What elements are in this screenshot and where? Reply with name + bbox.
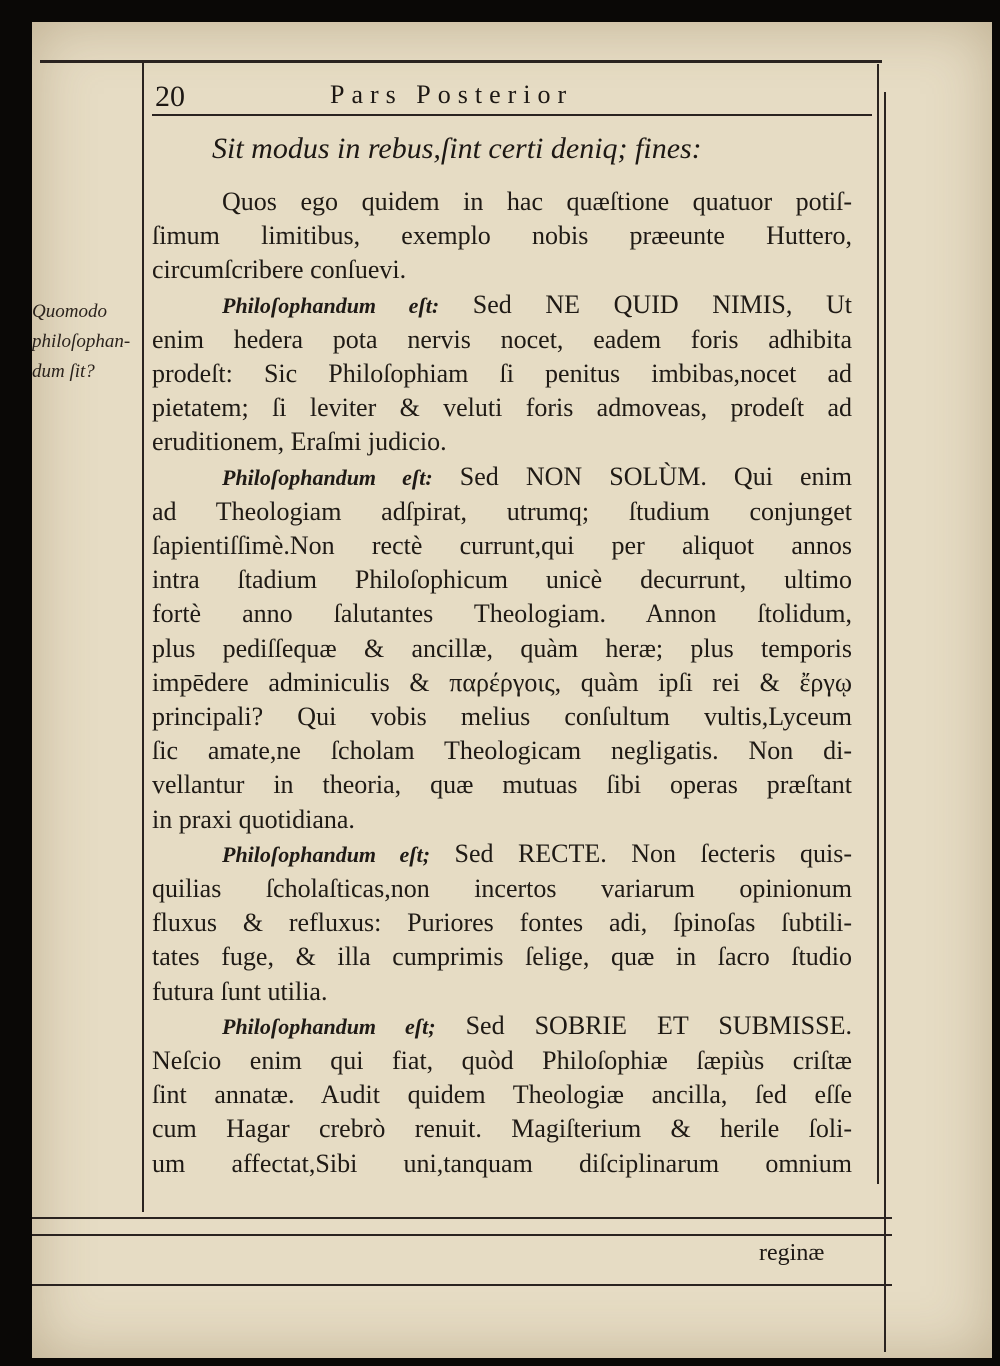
body-text: [152, 185, 852, 1181]
paragraph-4: [152, 837, 852, 1009]
text-line-rest: Sed RECTE. Non ſecteris quis-: [454, 838, 852, 868]
text-line: eruditionem, Eraſmi judicio.: [152, 427, 447, 457]
text-line: Quos ego quidem in hac quæſtione quatuor potiſ-: [222, 187, 852, 216]
marginal-note-line: Quomodo: [32, 301, 107, 322]
text-line: um affectat,Sibi uni,tanquam diſciplinarum omnium: [152, 1148, 852, 1178]
text-line: ſimum limitibus, exemplo nobis præeunte Huttero,: [152, 221, 852, 251]
paragraph-lead: Philoſophandum eſt:: [222, 292, 440, 318]
text-line: tates fuge, & illa cumprimis ſelige, quæ in ſacro ſtudio: [152, 942, 852, 972]
text-line: quilias ſcholaſticas,non incertos variarum opinionum: [152, 874, 852, 904]
paragraph-2: [152, 288, 852, 460]
text-line: cum Hagar crebrò renuit. Magiſterium & herile ſoli-: [152, 1114, 852, 1144]
text-line: pietatem; ſi leviter & veluti foris admoveas, prodeſt ad: [152, 393, 852, 423]
text-line: enim hedera pota nervis nocet, eadem foris adhibita: [152, 324, 852, 354]
text-line: prodeſt: Sic Philoſophiam ſi penitus imbibas,nocet ad: [152, 359, 852, 389]
text-line: futura ſunt utilia.: [152, 976, 328, 1006]
text-line: intra ſtadium Philoſophicum unicè decurrunt, ultimo: [152, 565, 852, 595]
catchword: reginæ: [759, 1240, 825, 1266]
book-page: [32, 22, 992, 1358]
text-line: [152, 837, 852, 872]
text-line-rest: Sed SOBRIE ET SUBMISSE.: [465, 1010, 852, 1040]
motto: Sit modus in rebus,ſint certi deniq; fines:: [212, 132, 702, 165]
marginal-note-line: dum ſit?: [32, 361, 95, 382]
text-line-rest: Sed NE QUID NIMIS, Ut: [472, 289, 852, 319]
marginal-note-line: philoſophan-: [32, 331, 131, 352]
paragraph-3: [152, 460, 852, 837]
paragraph-lead: Philoſophandum eſt:: [222, 464, 433, 490]
running-head: [150, 80, 870, 114]
text-line: [152, 288, 852, 323]
bottom-rule: [32, 1217, 892, 1219]
right-outer-rule: [884, 92, 886, 1352]
text-line-rest: Sed NON SOLÙM. Qui enim: [459, 461, 852, 491]
text-line: circumſcribere conſuevi.: [152, 255, 407, 285]
text-line: [152, 460, 852, 495]
text-line: in praxi quotidiana.: [152, 804, 355, 834]
top-frame-rule: [40, 60, 882, 63]
paragraph-1: [152, 185, 852, 288]
text-line: fortè anno ſalutantes Theologiam. Annon ſtolidum,: [152, 599, 852, 629]
text-line: Neſcio enim qui fiat, quòd Philoſophiæ ſæpiùs criſtæ: [152, 1046, 852, 1076]
paragraph-lead: Philoſophandum eſt;: [222, 1013, 436, 1039]
header-rule: [152, 114, 872, 116]
text-line: ſic amate,ne ſcholam Theologicam negligatis. Non di-: [152, 736, 852, 766]
marginal-note: [32, 297, 132, 387]
text-line: impēdere adminiculis & παρέργοις, quàm ipſi rei & ἔργῳ: [152, 667, 852, 697]
running-title: Pars Posterior: [330, 80, 574, 109]
right-margin-rule: [877, 64, 879, 1184]
text-line: vellantur in theoria, quæ mutuas ſibi operas præſtant: [152, 770, 852, 800]
text-line: ſapientiſſimè.Non rectè currunt,qui per aliquot annos: [152, 531, 852, 561]
page-number: 20: [155, 80, 185, 113]
paragraph-5: [152, 1009, 852, 1181]
text-line: [152, 1009, 852, 1044]
text-line: principali? Qui vobis melius conſultum vultis,Lyceum: [152, 702, 852, 732]
bottom-rule-double: [32, 1234, 892, 1236]
bottom-frame-rule: [32, 1284, 892, 1286]
text-line: ſint annatæ. Audit quidem Theologiæ ancilla, ſed eſſe: [152, 1080, 852, 1110]
left-margin-rule: [142, 62, 144, 1212]
text-line: ad Theologiam adſpirat, utrumq; ſtudium conjunget: [152, 496, 852, 526]
text-line: plus pediſſequæ & ancillæ, quàm heræ; plus temporis: [152, 633, 852, 663]
paragraph-lead: Philoſophandum eſt;: [222, 841, 431, 867]
text-line: fluxus & refluxus: Puriores fontes adi, ſpinoſas ſubtili-: [152, 908, 852, 938]
